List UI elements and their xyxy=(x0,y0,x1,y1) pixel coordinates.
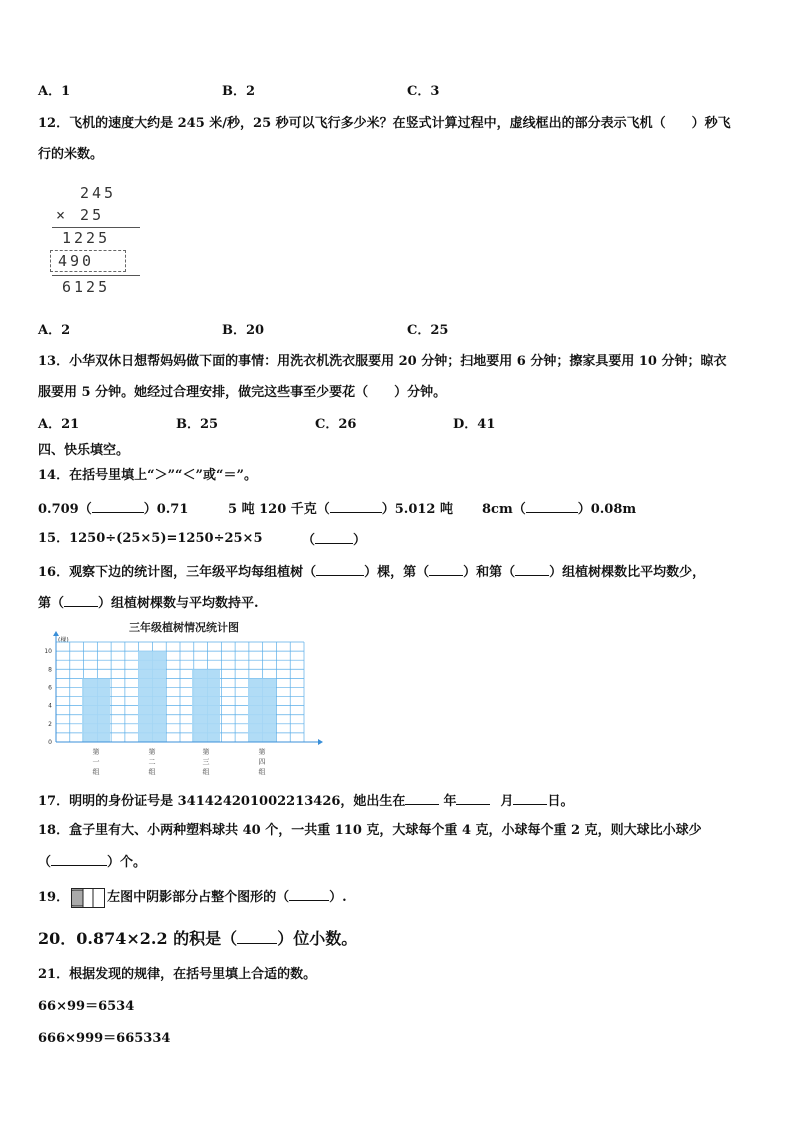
q12-option-c: C．25 xyxy=(407,323,449,338)
y-tick-label: 10 xyxy=(44,648,52,656)
y-tick-label: 2 xyxy=(48,720,52,728)
q13-option-c: C．26 xyxy=(315,417,357,432)
q14-item-2: 5 吨 120 千克（ ）5.012 吨 xyxy=(228,502,453,517)
q18-text-line1: 18．盒子里有大、小两种塑料球共 40 个，一共重 110 克，大球每个重 4 克，小球每个重 2 克，则大球比小球少 xyxy=(38,823,702,838)
q12-option-b: B．20 xyxy=(222,323,265,338)
q15-text: 15．1250÷(25×5)=1250÷25×5 xyxy=(38,531,263,546)
y-axis-arrow xyxy=(53,631,59,636)
answer-blank-day[interactable] xyxy=(513,792,547,805)
answer-blank-month[interactable] xyxy=(456,792,490,805)
y-axis-unit: (棵) xyxy=(58,637,69,644)
section-heading: 四、快乐填空。 xyxy=(38,443,130,458)
answer-blank[interactable] xyxy=(289,888,329,901)
answer-blank[interactable] xyxy=(330,500,382,513)
y-tick-label: 0 xyxy=(48,739,52,746)
vertical-multiplication xyxy=(50,180,150,300)
answer-blank[interactable] xyxy=(526,500,578,513)
answer-blank[interactable] xyxy=(92,500,144,513)
y-tick-label: 6 xyxy=(48,684,52,692)
q21-line1: 66×99＝6534 xyxy=(38,999,135,1014)
calc-row-1: 245 xyxy=(80,184,117,202)
calc-rule-2 xyxy=(52,275,140,276)
x-tick-label: 组 xyxy=(258,768,266,776)
bar-2 xyxy=(138,651,166,742)
answer-blank[interactable] xyxy=(237,929,277,944)
q13-option-b: B．25 xyxy=(176,417,219,432)
answer-blank[interactable] xyxy=(64,594,98,607)
x-tick-label: 组 xyxy=(148,768,156,776)
q13-text-line2: 服要用 5 分钟。她经过合理安排，做完这些事至少要花（ ）分钟。 xyxy=(38,385,447,400)
answer-blank[interactable] xyxy=(515,563,549,576)
q14-item-1: 0.709（ ）0.71 xyxy=(38,502,189,517)
chart-title: 三年级植树情况统计图 xyxy=(129,621,239,634)
calc-row-2: × 25 xyxy=(56,206,105,224)
q13-option-a: A．21 xyxy=(38,417,80,432)
q17-text: 17．明明的身份证号是 341424201002213426，她出生在 年 月 日。 xyxy=(38,794,574,809)
y-tick-label: 8 xyxy=(48,666,52,674)
q11-option-c: C．3 xyxy=(407,84,440,99)
q13-text-line1: 13．小华双休日想帮妈妈做下面的事情：用洗衣机洗衣服要用 20 分钟；扫地要用 6 分钟；擦家具要用 10 分钟；晾衣 xyxy=(38,354,727,369)
x-tick-label: 第 xyxy=(92,748,100,756)
bar-4 xyxy=(248,678,276,742)
q16-text-line1: 16．观察下边的统计图，三年级平均每组植树（ ）棵，第（ ）和第（ ）组植树棵数比平均数少， xyxy=(38,565,706,580)
x-tick-label: 组 xyxy=(92,768,100,776)
answer-blank-year[interactable] xyxy=(405,792,439,805)
q18-text-line2: （ ）个。 xyxy=(38,855,147,870)
q13-option-d: D．41 xyxy=(453,417,496,432)
x-tick-label: 组 xyxy=(202,768,210,776)
q14-text: 14．在括号里填上“＞”“＜”或“＝”。 xyxy=(38,468,257,483)
x-tick-label: 三 xyxy=(202,758,210,766)
calc-row-5: 6125 xyxy=(62,278,111,296)
x-tick-label: 一 xyxy=(92,758,100,766)
tree-planting-bar-chart xyxy=(36,618,326,783)
calc-row-3: 1225 xyxy=(62,229,111,247)
x-tick-label: 四 xyxy=(258,758,266,766)
x-tick-label: 二 xyxy=(148,758,156,766)
x-tick-label: 第 xyxy=(258,748,266,756)
q20-text: 20．0.874×2.2 的积是（ ）位小数。 xyxy=(38,929,358,948)
q16-text-line2: 第（ ）组植树棵数与平均数持平. xyxy=(38,596,259,611)
bar-3 xyxy=(192,669,220,742)
q21-line2: 666×999＝665334 xyxy=(38,1031,171,1046)
fraction-shape-icon xyxy=(71,888,105,908)
x-tick-label: 第 xyxy=(202,748,210,756)
q12-text-line1: 12．飞机的速度大约是 245 米/秒，25 秒可以飞行多少米？在竖式计算过程中，虚线框出的部分表示飞机（ ）秒飞 xyxy=(38,116,731,131)
x-tick-label: 第 xyxy=(148,748,156,756)
calc-row-4: 490 xyxy=(58,252,95,270)
q12-text-line2: 行的米数。 xyxy=(38,147,104,162)
bar-1 xyxy=(82,678,110,742)
answer-blank[interactable] xyxy=(316,563,364,576)
y-tick-label: 4 xyxy=(48,702,52,710)
q15-answer: （ ） xyxy=(302,533,367,548)
answer-blank[interactable] xyxy=(429,563,463,576)
q21-text: 21．根据发现的规律，在括号里填上合适的数。 xyxy=(38,967,317,982)
answer-blank[interactable] xyxy=(51,853,107,866)
q11-option-b: B．2 xyxy=(222,84,256,99)
answer-blank[interactable] xyxy=(315,531,353,544)
calc-rule-1 xyxy=(52,227,140,228)
q12-option-a: A．2 xyxy=(38,323,71,338)
x-axis-arrow xyxy=(318,739,323,745)
q11-option-a: A．1 xyxy=(38,84,71,99)
q19-text: 19． 左图中阴影部分占整个图形的（ ）. xyxy=(38,887,347,909)
q14-item-3: 8cm（ ）0.08m xyxy=(482,502,637,517)
